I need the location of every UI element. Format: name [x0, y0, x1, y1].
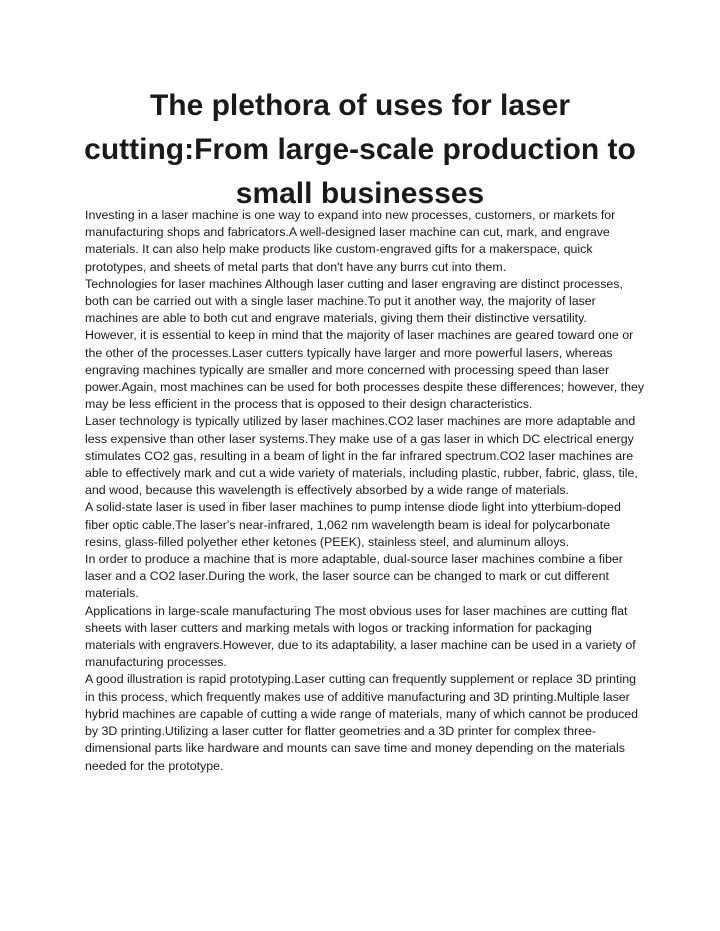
paragraph: Technologies for laser machines Although laser cutting and laser engraving are distinct processes, both can be carried out with a single laser machine.To put it another way, the majority of laser machines are able to both cut and engrave materials, giving them their distinctive versatility.: [85, 276, 623, 326]
paragraph: Investing in a laser machine is one way to expand into new processes, customers, or markets for manufacturing shops and fabricators.A well-designed laser machine can cut, mark, and engrave materials. It can also help make products like custom-engraved gifts for a makerspace, quick prototypes, and sheets of metal parts that don't have any burrs cut into them.: [85, 208, 616, 274]
paragraph: However, it is essential to keep in mind that the majority of laser machines are geared toward one or the other of the processes.Laser cutters typically have larger and more powerful lasers, whereas engraving machines typically are smaller and more concerned with processing speed than laser power.Again, most machines can be used for both processes despite these differences; however, they may be less efficient in the process that is opposed to their design characteristics.: [85, 328, 645, 412]
paragraph: Applications in large-scale manufacturing The most obvious uses for laser machines are cutting flat sheets with laser cutters and marking metals with logos or tracking information for packaging materials with engravers.However, due to its adaptability, a laser machine can be used in a variety of manufacturing processes.: [85, 603, 636, 670]
paragraph: A good illustration is rapid prototyping.Laser cutting can frequently supplement or replace 3D printing in this process, which frequently makes use of additive manufacturing and 3D printing.Multiple laser hybrid machines are capable of cutting a wide range of materials, many of which cannot be produced by 3D printing.Utilizing a laser cutter for flatter geometries and a 3D printer for complex three-dimensional parts like hardware and mounts can save time and money depending on the materials needed for the prototype.: [85, 672, 639, 773]
document-title: The plethora of uses for laser cutting:From large-scale production to small businesses: [84, 89, 636, 210]
paragraph: In order to produce a machine that is more adaptable, dual-source laser machines combine a fiber laser and a CO2 laser.During the work, the laser source can be changed to mark or cut different materials.: [85, 552, 623, 601]
paragraph: Laser technology is typically utilized by laser machines.CO2 laser machines are more adaptable and less expensive than other laser systems.They make use of a gas laser in which DC electrical energy stimulates CO2 gas, resulting in a beam of light in the far infrared spectrum.CO2 laser machines are able to effectively mark and cut a wide variety of materials, including plastic, rubber, fabric, glass, tile, and wood, because this wavelength is effectively absorbed by a wide range of materials.: [85, 414, 638, 498]
paragraph: A solid-state laser is used in fiber laser machines to pump intense diode light into ytterbium-doped fiber optic cable.The laser's near-infrared, 1,062 nm wavelength beam is ideal for polycarbonate resins, glass-filled polyether ether ketones (PEEK), stainless steel, and aluminum alloys.: [85, 500, 621, 549]
document-body: [85, 207, 645, 775]
